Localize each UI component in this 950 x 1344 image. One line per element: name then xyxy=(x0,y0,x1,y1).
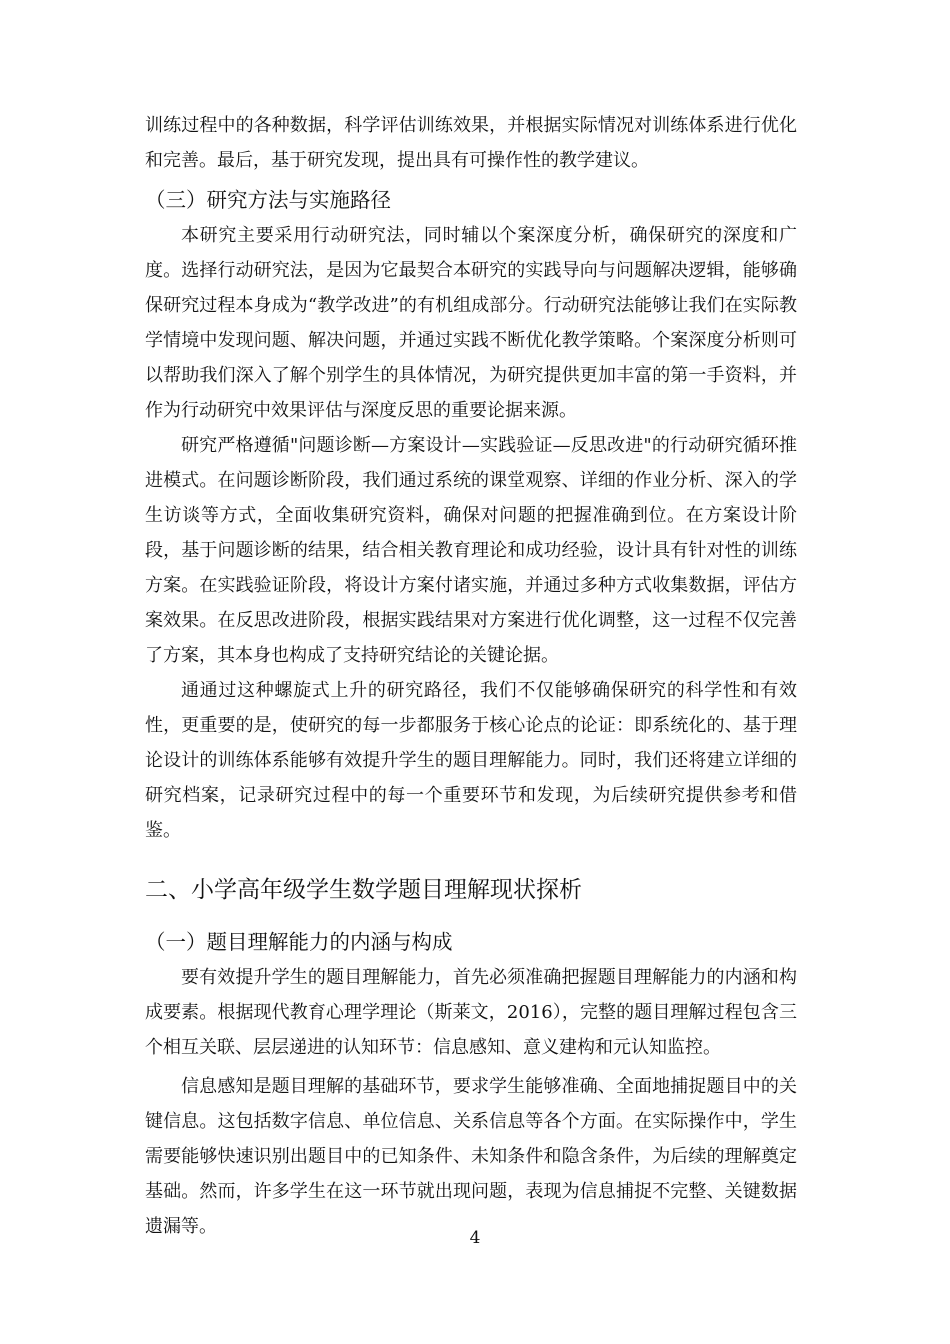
paragraph-methods-2: 研究严格遵循"问题诊断—方案设计—实践验证—反思改进"的行动研究循环推进模式。在问题诊断阶段，我们通过系统的课堂观察、详细的作业分析、深入的学生访谈等方式，全面收集研究资料，确保对问题的把握准确到位。在方案设计阶段，基于问题诊断的结果，结合相关教育理论和成功经验，设计具有针对性的训练方案。在实践验证阶段，将设计方案付诸实施，并通过多种方式收集数据，评估方案效果。在反思改进阶段，根据实践结果对方案进行优化调整，这一过程不仅完善了方案，其本身也构成了支持研究结论的关键论据。 xyxy=(145,435,797,666)
paragraph-connotation-1: 要有效提升学生的题目理解能力，首先必须准确把握题目理解能力的内涵和构成要素。根据现代教育心理学理论（斯莱文，2016），完整的题目理解过程包含三个相互关联、层层递进的认知环节：信息感知、意义建构和元认知监控。 xyxy=(145,967,797,1058)
page-body xyxy=(145,108,797,1244)
chapter-heading: 二、小学高年级学生数学题目理解现状探析 xyxy=(145,877,582,903)
paragraph-methods-3: 通通过这种螺旋式上升的研究路径，我们不仅能够确保研究的科学性和有效性，更重要的是，使研究的每一步都服务于核心论点的论证：即系统化的、基于理论设计的训练体系能够有效提升学生的题目理解能力。同时，我们还将建立详细的研究档案，记录研究过程中的每一个重要环节和发现，为后续研究提供参考和借鉴。 xyxy=(145,680,797,841)
paragraph-connotation-2: 信息感知是题目理解的基础环节，要求学生能够准确、全面地捕捉题目中的关键信息。这包括数字信息、单位信息、关系信息等各个方面。在实际操作中，学生需要能够快速识别出题目中的已知条件、未知条件和隐含条件，为后续的理解奠定基础。然而，许多学生在这一环节就出现问题，表现为信息捕捉不完整、关键数据遗漏等。 xyxy=(145,1076,797,1237)
spacer xyxy=(145,848,797,870)
continuation-paragraph: 训练过程中的各种数据，科学评估训练效果，并根据实际情况对训练体系进行优化和完善。最后，基于研究发现，提出具有可操作性的教学建议。 xyxy=(145,115,797,171)
spacer xyxy=(145,910,797,924)
section-heading-connotation: （一）题目理解能力的内涵与构成 xyxy=(145,930,453,954)
page-number: 4 xyxy=(469,1228,481,1248)
paragraph-methods-1: 本研究主要采用行动研究法，同时辅以个案深度分析，确保研究的深度和广度。选择行动研究法，是因为它最契合本研究的实践导向与问题解决逻辑，能够确保研究过程本身成为“教学改进”的有机组成部分。行动研究法能够让我们在实际教学情境中发现问题、解决问题，并通过实践不断优化教学策略。个案深度分析则可以帮助我们深入了解个别学生的具体情况，为研究提供更加丰富的第一手资料，并作为行动研究中效果评估与深度反思的重要论据来源。 xyxy=(145,225,797,421)
section-heading-methods: （三）研究方法与实施路径 xyxy=(145,188,391,212)
